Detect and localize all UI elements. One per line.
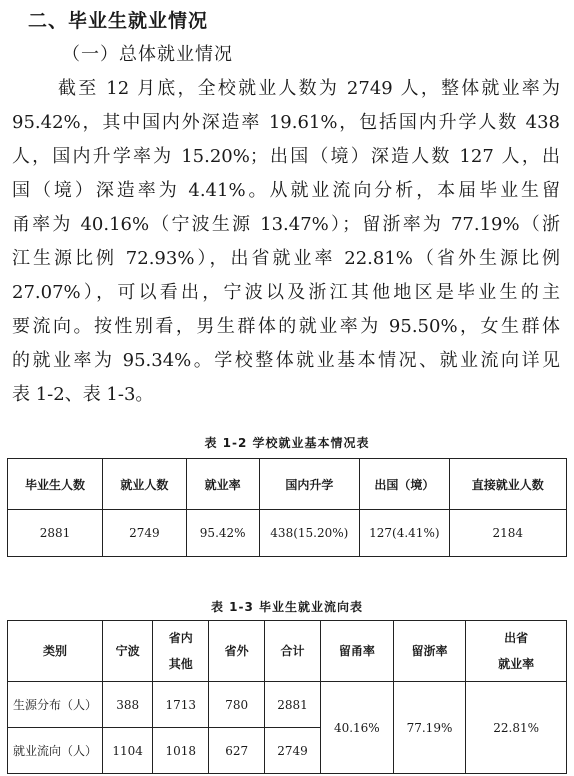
header-direct-employed: 直接就业人数 <box>449 459 566 510</box>
paragraph-line: 国（境）深造率为 4.41%。从就业流向分析，本届毕业生留 <box>12 180 560 201</box>
cell-ningbo: 388 <box>103 682 153 728</box>
paragraph-line: 人，国内升学率为 15.20%；出国（境）深造人数 127 人，出 <box>12 146 560 167</box>
header-in-province <box>153 621 209 682</box>
header-abroad: 出国（境） <box>360 459 449 510</box>
paragraph-line: 截至 12 月底，全校就业人数为 2749 人，整体就业率为 <box>58 78 560 99</box>
header-out-province: 省外 <box>209 621 265 682</box>
cell-direct-employed: 2184 <box>449 510 566 557</box>
header-in-province-line2: 其他 <box>168 657 193 671</box>
cell-stay-zhejiang-rate: 77.19% <box>393 682 466 774</box>
header-stay-zhejiang-rate: 留浙率 <box>393 621 466 682</box>
header-category: 类别 <box>8 621 103 682</box>
employment-basic-table <box>7 458 567 557</box>
cell-total: 2749 <box>265 728 321 774</box>
section-heading: 二、毕业生就业情况 <box>28 10 209 32</box>
cell-abroad: 127(4.41%) <box>360 510 449 557</box>
header-employment-rate: 就业率 <box>186 459 259 510</box>
subsection-heading: （一）总体就业情况 <box>62 44 233 65</box>
header-out-province-rate-line1: 出省 <box>504 631 529 645</box>
cell-out-province-rate: 22.81% <box>466 682 567 774</box>
body-paragraph <box>12 72 560 412</box>
header-domestic-study: 国内升学 <box>259 459 360 510</box>
cell-out-province: 780 <box>209 682 265 728</box>
employment-flow-table <box>7 620 567 774</box>
header-graduates: 毕业生人数 <box>8 459 103 510</box>
paragraph-line: 的就业率为 95.34%。学校整体就业基本情况、就业流向详见 <box>12 350 560 371</box>
paragraph-line: 甬率为 40.16%（宁波生源 13.47%）；留浙率为 77.19%（浙 <box>12 214 560 235</box>
table-row <box>8 682 567 728</box>
row-label: 就业流向（人） <box>8 728 103 774</box>
paragraph-line: 表 1-2、表 1-3。 <box>12 384 154 405</box>
table-row <box>8 510 567 557</box>
header-in-province-line1: 省内 <box>168 631 193 645</box>
header-employed: 就业人数 <box>103 459 187 510</box>
cell-stay-ningbo-rate: 40.16% <box>321 682 394 774</box>
header-out-province-rate <box>466 621 567 682</box>
cell-in-province: 1018 <box>153 728 209 774</box>
table1-caption: 表 1-2 学校就业基本情况表 <box>204 436 370 450</box>
header-out-province-rate-line2: 就业率 <box>498 657 535 671</box>
cell-employment-rate: 95.42% <box>186 510 259 557</box>
cell-employed: 2749 <box>103 510 187 557</box>
table2-caption: 表 1-3 毕业生就业流向表 <box>210 600 364 614</box>
table-header-row <box>8 459 567 510</box>
cell-graduates: 2881 <box>8 510 103 557</box>
paragraph-line: 要流向。按性别看，男生群体的就业率为 95.50%，女生群体 <box>12 316 560 337</box>
cell-total: 2881 <box>265 682 321 728</box>
header-total: 合计 <box>265 621 321 682</box>
table-header-row <box>8 621 567 682</box>
cell-out-province: 627 <box>209 728 265 774</box>
cell-ningbo: 1104 <box>103 728 153 774</box>
row-label: 生源分布（人） <box>8 682 103 728</box>
cell-in-province: 1713 <box>153 682 209 728</box>
paragraph-line: 27.07%），可以看出，宁波以及浙江其他地区是毕业生的主 <box>12 282 560 303</box>
paragraph-line: 江生源比例 72.93%），出省就业率 22.81%（省外生源比例 <box>12 248 560 269</box>
header-stay-ningbo-rate: 留甬率 <box>321 621 394 682</box>
cell-domestic-study: 438(15.20%) <box>259 510 360 557</box>
paragraph-line: 95.42%，其中国内外深造率 19.61%，包括国内升学人数 438 <box>12 112 560 133</box>
header-ningbo: 宁波 <box>103 621 153 682</box>
